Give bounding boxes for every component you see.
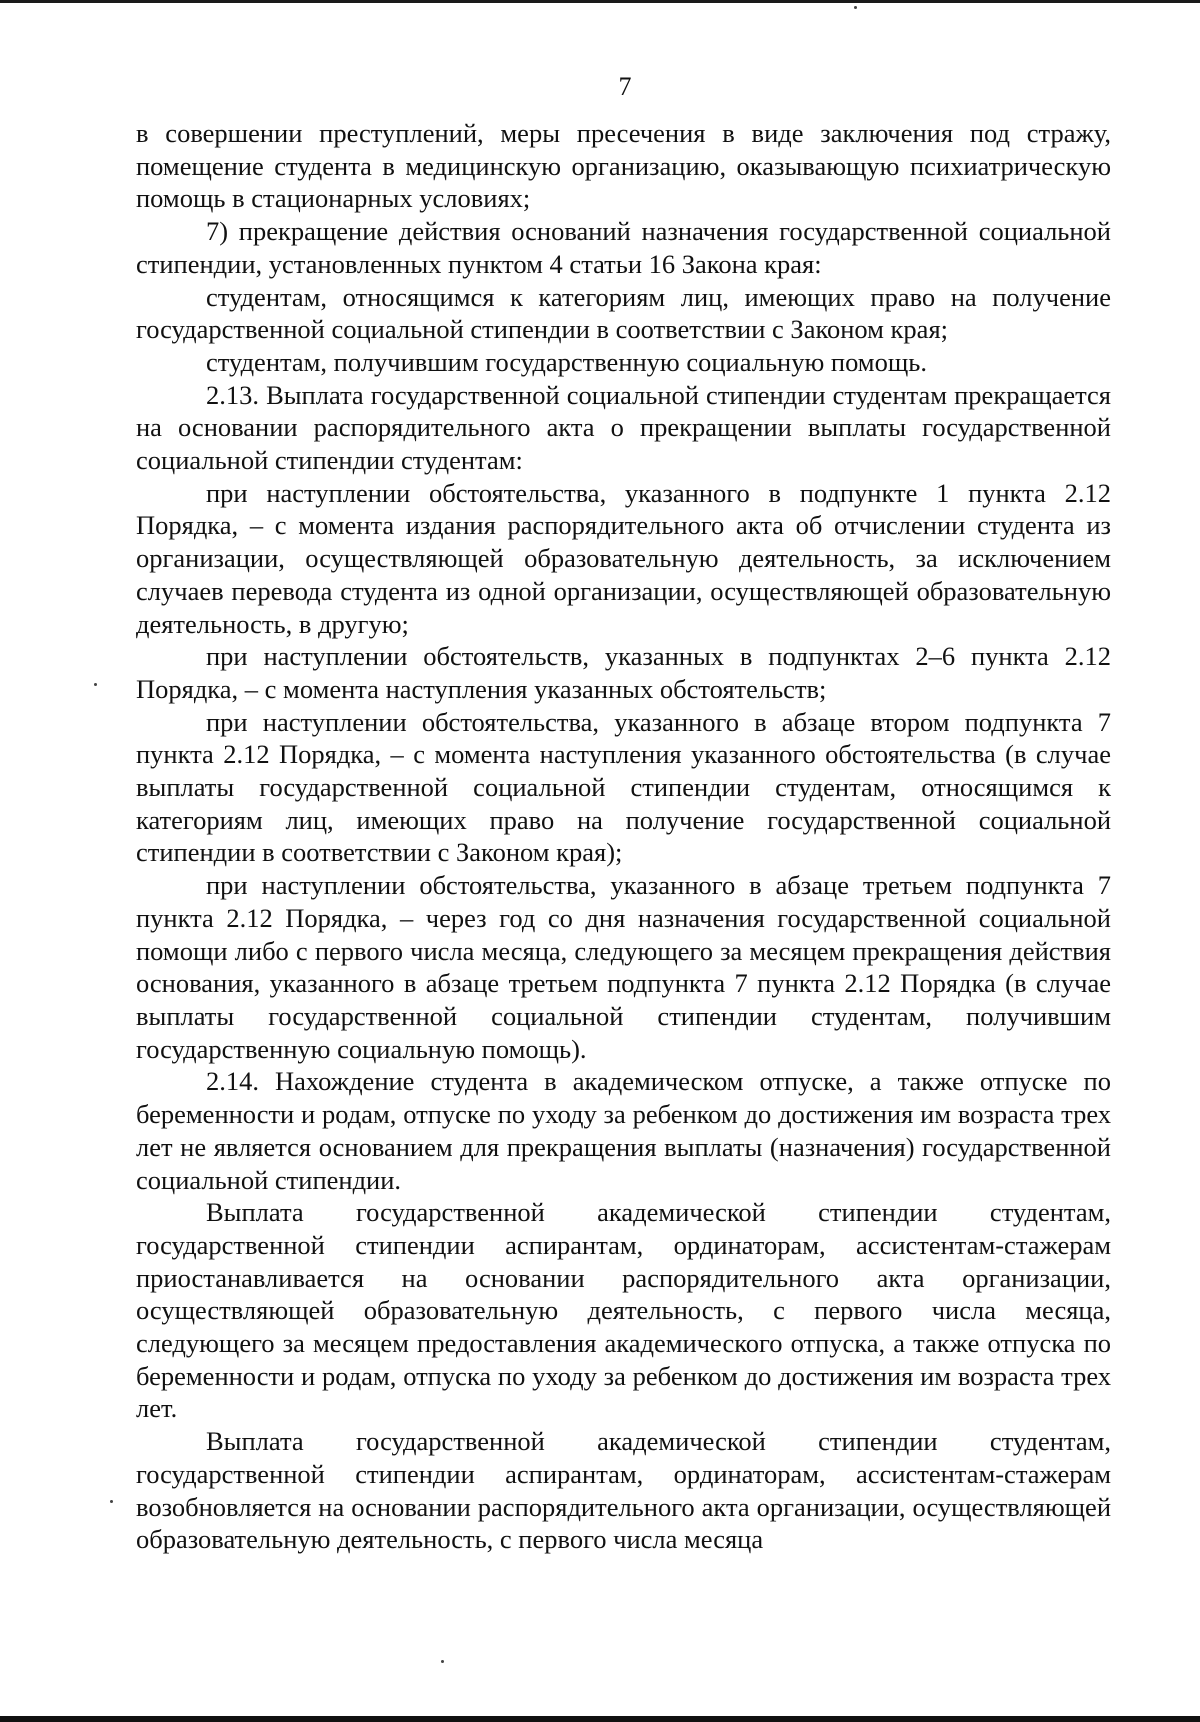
paragraph-5: 2.13. Выплата государственной социальной стипендии студентам прекращается на основании распорядительного акта о прекращении выплаты государственной социальной стипендии студентам: xyxy=(136,379,1111,476)
paragraph-12: Выплата государственной академической стипендии студентам, государственной стипендии аспирантам, ординаторам, ассистентам-стажерам возобновляется на основании распорядительного акта организации, осуществляющей образовательную деятельность, с первого числа месяца xyxy=(136,1426,1111,1555)
paragraph-11: Выплата государственной академической стипендии студентам, государственной стипендии аспирантам, ординаторам, ассистентам-стажерам приостанавливается на основании распорядительного акта организации, осуществляющей образовательную деятельность, с первого числа месяца, следующего за месяцем предоставления академического отпуска, а также отпуска по беременности и родам, отпуска по уходу за ребенком до достижения им возраста трех лет. xyxy=(136,1197,1111,1424)
scan-speck xyxy=(441,1660,444,1663)
document-body xyxy=(136,117,1111,1556)
page-number: 7 xyxy=(618,72,632,101)
scan-speck xyxy=(110,1500,113,1503)
scan-speck xyxy=(854,6,857,9)
paragraph-2: 7) прекращение действия оснований назначения государственной социальной стипендии, установленных пунктом 4 статьи 16 Закона края: xyxy=(136,216,1111,279)
paragraph-1: в совершении преступлений, меры пресечения в виде заключения под стражу, помещение студента в медицинскую организацию, оказывающую психиатрическую помощь в стационарных условиях; xyxy=(136,118,1111,214)
paragraph-4: студентам, получившим государственную социальную помощь. xyxy=(206,346,927,377)
paragraph-8: при наступлении обстоятельства, указанного в абзаце втором подпункта 7 пункта 2.12 Порядка, – с момента наступления указанного обстоятельства (в случае выплаты государственной социальной стипендии студентам, относящимся к категориям лиц, имеющих право на получение государственной социальной стипендии в соответствии с Законом края); xyxy=(136,706,1111,868)
scan-speck xyxy=(94,683,97,686)
scan-top-edge xyxy=(0,0,1200,3)
scan-bottom-edge xyxy=(0,1716,1200,1722)
paragraph-10: 2.14. Нахождение студента в академическом отпуске, а также отпуске по беременности и родам, отпуске по уходу за ребенком до достижения им возраста трех лет не является основанием для прекращения выплаты (назначения) государственной социальной стипендии. xyxy=(136,1066,1111,1195)
paragraph-7: при наступлении обстоятельств, указанных в подпунктах 2–6 пункта 2.12 Порядка, – с момента наступления указанных обстоятельств; xyxy=(136,641,1111,704)
paragraph-3: студентам, относящимся к категориям лиц, имеющих право на получение государственной социальной стипендии в соответствии с Законом края; xyxy=(136,281,1111,345)
paragraph-9: при наступлении обстоятельства, указанного в абзаце третьем подпункта 7 пункта 2.12 Порядка, – через год со дня назначения государственной социальной помощи либо с первого числа месяца, следующего за месяцем прекращения действия основания, указанного в абзаце третьем подпункта 7 пункта 2.12 Порядка (в случае выплаты государственной социальной стипендии студентам, получившим государственную социальную помощь). xyxy=(136,870,1111,1064)
paragraph-6: при наступлении обстоятельства, указанного в подпункте 1 пункта 2.12 Порядка, – с момента издания распорядительного акта об отчислении студента из организации, осуществляющей образовательную деятельность, за исключением случаев перевода студента из одной организации, осуществляющей образовательную деятельность, в другую; xyxy=(136,477,1111,639)
